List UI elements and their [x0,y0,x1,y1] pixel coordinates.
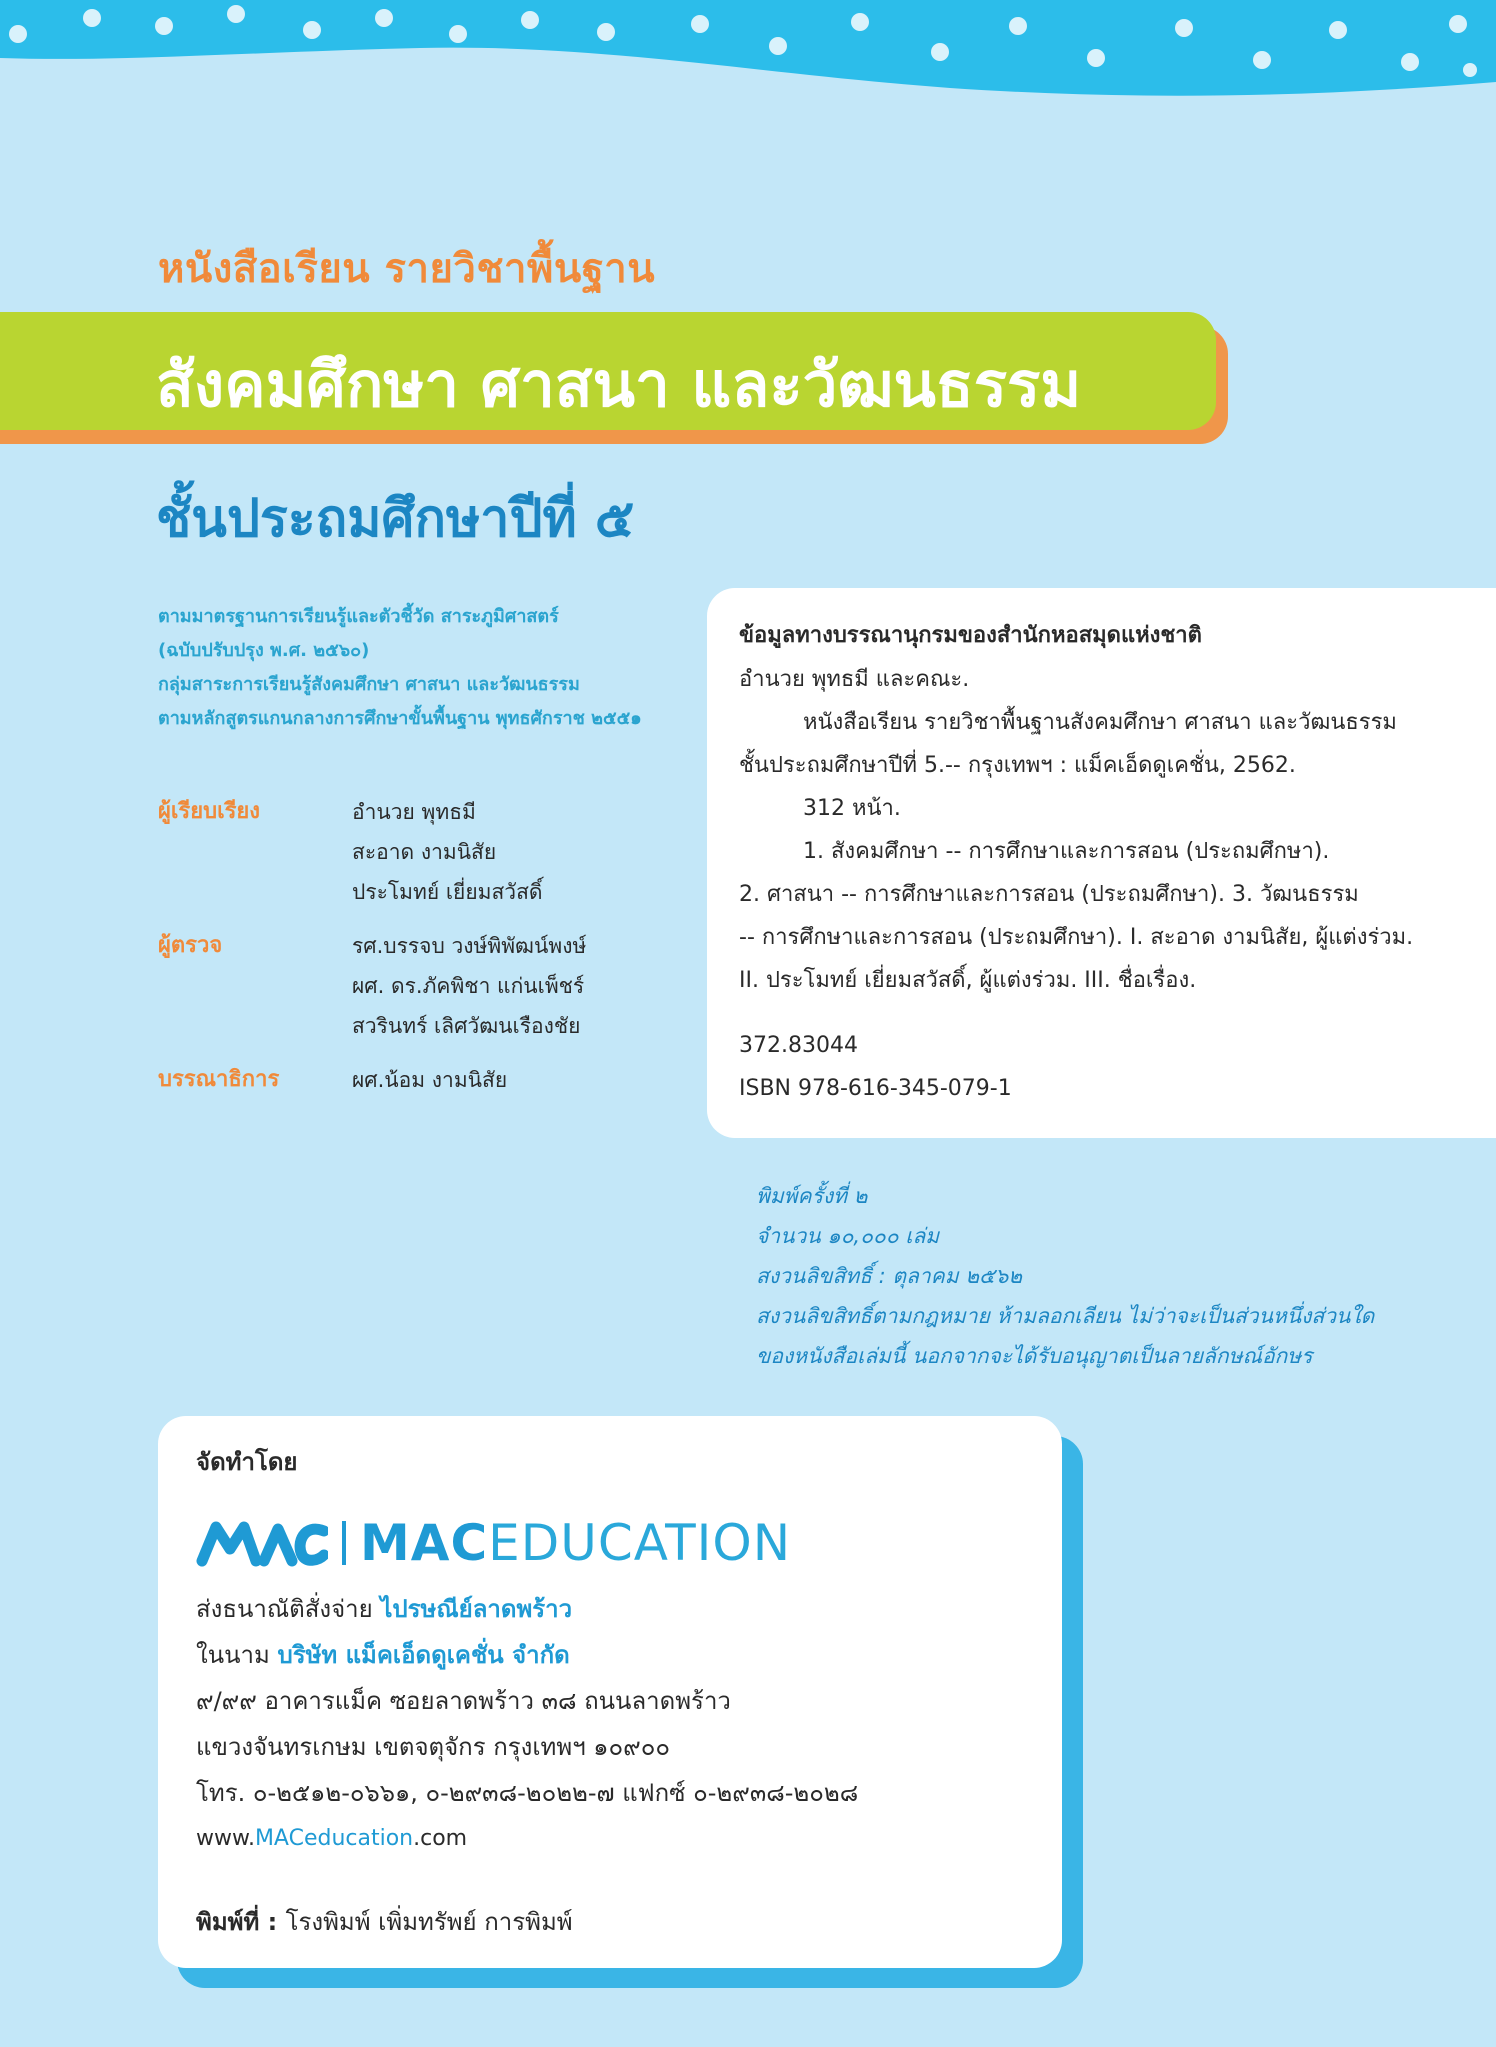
publisher-card [158,1416,1062,1968]
author-name: ประโมทย์ เยี่ยมสวัสดิ์ [352,880,543,904]
address-line: ๙/๙๙ อาคารแม็ค ซอยลาดพร้าว ๓๘ ถนนลาดพร้าว [196,1687,731,1715]
cip-line: -- การศึกษาและการสอน (ประถมศึกษา). I. สะอาด งามนิสัย, ผู้แต่งร่วม. [739,925,1414,950]
credits-section [158,792,586,1114]
authors-group [158,792,586,912]
reviewer-name: สวรินทร์ เลิศวัฒนเรืองชัย [352,1014,581,1038]
logo-mac: MAC [360,1514,489,1572]
print-info [756,1176,1374,1376]
book-title: สังคมศึกษา ศาสนา และวัฒนธรรม [156,348,1082,421]
authors-list [352,792,543,912]
author-name: อำนวย พุทธมี [352,800,476,824]
money-order-place: ไปรษณีย์ลาดพร้าว [380,1595,573,1623]
standards-line: (ฉบับปรับปรุง พ.ศ. ๒๕๖๐) [158,640,370,661]
cip-line: 1. สังคมศึกษา -- การศึกษาและการสอน (ประถมศึกษา). [803,839,1330,864]
cip-line: 2. ศาสนา -- การศึกษาและการสอน (ประถมศึกษา). 3. วัฒนธรรม [739,882,1359,907]
cip-isbn: ISBN 978-616-345-079-1 [739,1076,1012,1101]
standards-line: กลุ่มสาระการเรียนรู้สังคมศึกษา ศาสนา และวัฒนธรรม [158,674,580,695]
publisher-heading: จัดทำโดย [196,1448,298,1476]
payee-name: บริษัท แม็คเอ็ดดูเคชั่น จำกัด [277,1641,570,1669]
cip-title: ข้อมูลทางบรรณานุกรมของสำนักหอสมุดแห่งชาติ [739,623,1202,648]
money-order-line [196,1586,858,1632]
print-info-line: พิมพ์ครั้งที่ ๒ [756,1184,868,1208]
address-line: แขวงจันทรเกษม เขตจตุจักร กรุงเทพฯ ๑๐๙๐๐ [196,1733,671,1761]
editor-label: บรรณาธิการ [158,1067,280,1092]
print-info-line: สงวนลิขสิทธิ์ตามกฎหมาย ห้ามลอกเลียน ไม่ว่าจะเป็นส่วนหนึ่งส่วนใด [756,1304,1375,1328]
reviewer-name: รศ.บรรจบ วงษ์พิพัฒน์พงษ์ [352,934,587,958]
web-suffix: .com [413,1826,468,1851]
mac-logo-icon [196,1519,328,1567]
cip-pages: 312 หน้า. [803,796,901,821]
cataloging-in-publication-card [707,588,1496,1138]
web-prefix: www. [196,1826,255,1851]
logo-education: EDUCATION [488,1514,792,1572]
curriculum-standards [158,600,718,736]
grade-level-heading: ชั้นประถมศึกษาปีที่ ๕ [156,489,635,549]
editor-list [352,1060,507,1100]
reviewer-name: ผศ. ดร.ภัคพิชา แก่นเพ็ชร์ [352,974,585,998]
editor-name: ผศ.น้อม งามนิสัย [352,1068,508,1092]
reviewers-list [352,926,586,1046]
decorative-wave-header [0,0,1496,110]
standards-line: ตามมาตรฐานการเรียนรู้และตัวชี้วัด สาระภูมิศาสตร์ [158,606,559,627]
logo-wordmark [360,1514,791,1572]
phone-line: โทร. ๐-๒๕๑๒-๐๖๖๑, ๐-๒๙๓๘-๒๐๒๒-๗ แฟกซ์ ๐-๒๙๓๘-๒๐๒๘ [196,1779,859,1807]
printer-label: พิมพ์ที่ [196,1908,260,1936]
cip-line: หนังสือเรียน รายวิชาพื้นฐานสังคมศึกษา ศาสนา และวัฒนธรรม [803,710,1397,735]
cip-author: อำนวย พุทธมี และคณะ. [739,667,970,692]
mac-education-logo [196,1508,791,1578]
cip-line: ชั้นประถมศึกษาปีที่ 5.-- กรุงเทพฯ : แม็คเอ็ดดูเคชั่น, 2562. [739,753,1296,778]
standards-line: ตามหลักสูตรแกนกลางการศึกษาขั้นพื้นฐาน พุทธศักราช ๒๕๕๑ [158,708,642,729]
editor-group [158,1060,586,1100]
reviewers-label: ผู้ตรวจ [158,933,223,958]
money-order-label: ส่งธนาณัติสั่งจ่าย [196,1595,381,1623]
cip-line: II. ประโมทย์ เยี่ยมสวัสดิ์, ผู้แต่งร่วม. III. ชื่อเรื่อง. [739,968,1197,993]
author-name: สะอาด งามนิสัย [352,840,497,864]
cip-call-number: 372.83044 [739,1033,858,1058]
web-domain: MACeducation [254,1826,414,1851]
logo-divider [342,1521,346,1565]
printer-separator: : [259,1908,286,1936]
authors-label: ผู้เรียบเรียง [158,799,261,824]
print-info-line: ของหนังสือเล่มนี้ นอกจากจะได้รับอนุญาตเป็นลายลักษณ์อักษร [756,1344,1313,1368]
payee-line [196,1632,858,1678]
reviewers-group [158,926,586,1046]
printer-line [196,1902,573,1941]
payee-label: ในนาม [196,1641,278,1669]
printer-name: โรงพิมพ์ เพิ่มทรัพย์ การพิมพ์ [285,1908,573,1936]
subject-type-heading: หนังสือเรียน รายวิชาพื้นฐาน [158,246,656,292]
print-info-line: สงวนลิขสิทธิ์ : ตุลาคม ๒๕๖๒ [756,1264,1023,1288]
print-info-line: จำนวน ๑๐,๐๐๐ เล่ม [756,1224,940,1248]
website-link[interactable] [196,1816,858,1862]
